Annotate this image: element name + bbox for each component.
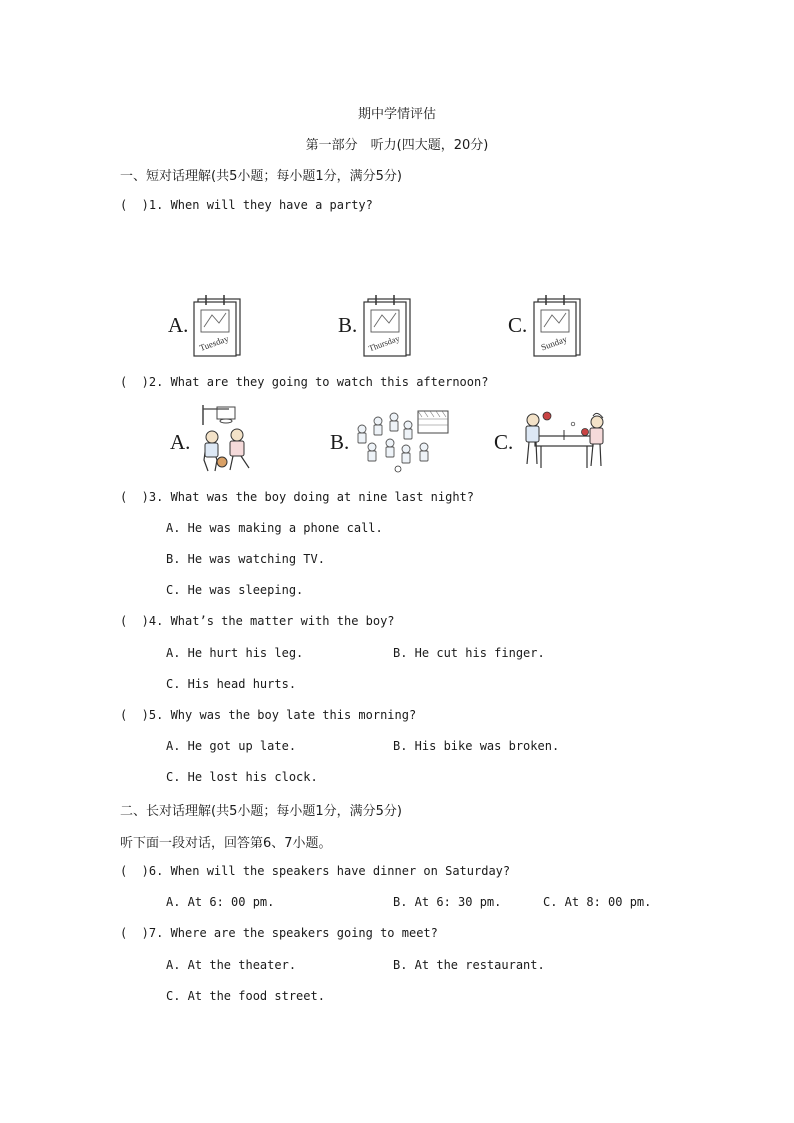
calendar-word-a: Tuesday xyxy=(198,333,230,354)
q4-option-b: B. He cut his finger. xyxy=(393,646,545,660)
calendar-tuesday-icon xyxy=(192,293,248,359)
calendar-word-c: Sunday xyxy=(539,333,569,353)
question-7-prompt: ( )7. Where are the speakers going to meet? xyxy=(120,926,438,940)
q7-option-c: C. At the food street. xyxy=(166,989,325,1003)
question-1-prompt: ( )1. When will they have a party? xyxy=(120,198,373,212)
q5-option-b: B. His bike was broken. xyxy=(393,739,560,753)
question-3-prompt: ( )3. What was the boy doing at nine last night? xyxy=(120,490,475,504)
calendar-thursday-icon xyxy=(362,293,418,359)
q2-option-a-letter: A. xyxy=(170,430,191,454)
page-title: 期中学情评估 xyxy=(357,107,436,122)
soccer-players-icon xyxy=(352,407,452,475)
q3-option-b: B. He was watching TV. xyxy=(166,552,325,566)
section-1-heading: 一、短对话理解(共5小题；每小题1分，满分5分) xyxy=(120,169,402,184)
q6-option-c: C. At 8: 00 pm. xyxy=(543,895,652,909)
q4-option-c: C. His head hurts. xyxy=(166,677,297,691)
q1-option-c-letter: C. xyxy=(508,313,528,337)
basketball-players-icon xyxy=(195,405,260,473)
ping-pong-players-icon xyxy=(517,410,612,472)
page-subtitle: 第一部分 听力(四大题，20分) xyxy=(305,138,489,153)
section-2-instruction: 听下面一段对话，回答第6、7小题。 xyxy=(120,836,332,851)
question-5-prompt: ( )5. Why was the boy late this morning? xyxy=(120,708,417,722)
q7-option-a: A. At the theater. xyxy=(166,958,297,972)
calendar-word-b: Thursday xyxy=(367,332,401,354)
q6-option-b: B. At 6: 30 pm. xyxy=(393,895,502,909)
question-4-prompt: ( )4. What’s the matter with the boy? xyxy=(120,614,395,628)
section-2-heading: 二、长对话理解(共5小题；每小题1分，满分5分) xyxy=(120,804,402,819)
q1-option-b-letter: B. xyxy=(338,313,358,337)
q2-option-c-letter: C. xyxy=(494,430,514,454)
q5-option-c: C. He lost his clock. xyxy=(166,770,318,784)
q7-option-b: B. At the restaurant. xyxy=(393,958,545,972)
q6-option-a: A. At 6: 00 pm. xyxy=(166,895,275,909)
q5-option-a: A. He got up late. xyxy=(166,739,297,753)
q2-option-b-letter: B. xyxy=(330,430,350,454)
q3-option-c: C. He was sleeping. xyxy=(166,583,304,597)
q4-option-a: A. He hurt his leg. xyxy=(166,646,304,660)
calendar-sunday-icon xyxy=(532,293,588,359)
q3-option-a: A. He was making a phone call. xyxy=(166,521,383,535)
question-6-prompt: ( )6. When will the speakers have dinner on Saturday? xyxy=(120,864,511,878)
q1-option-a-letter: A. xyxy=(168,313,189,337)
question-2-prompt: ( )2. What are they going to watch this afternoon? xyxy=(120,375,489,389)
